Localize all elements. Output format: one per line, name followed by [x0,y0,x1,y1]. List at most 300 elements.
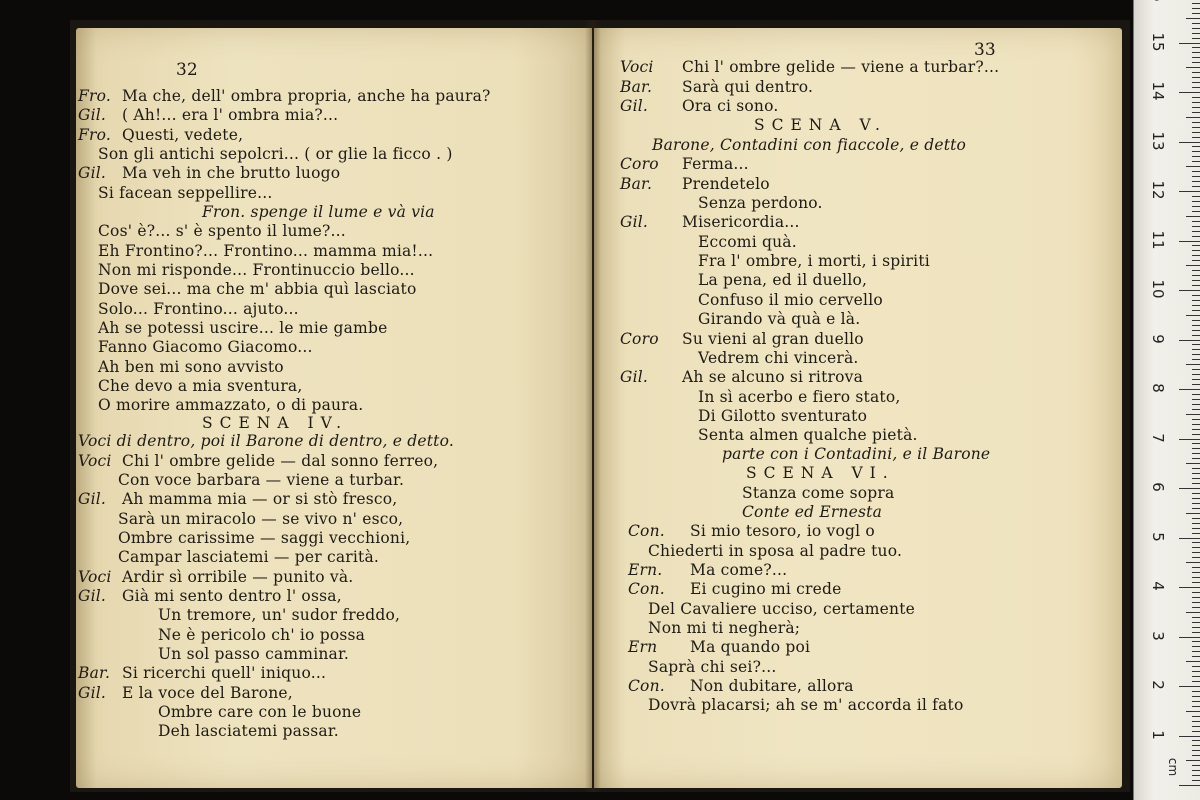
ruler-tick [1192,493,1200,494]
text-line [78,87,491,106]
ruler-tick [1192,424,1200,425]
ruler-tick [1192,325,1200,326]
ruler-tick [1192,404,1200,405]
verse-text: Con voce barbara — viene a turbar. [118,471,405,489]
text-line [98,300,299,319]
ruler-tick [1179,92,1200,93]
ruler-tick [1179,736,1200,737]
speaker-label: Ern. [628,561,663,579]
text-line [620,213,800,232]
ruler-tick [1192,607,1200,608]
ruler-tick [1192,171,1200,172]
ruler-tick [1179,587,1200,588]
verse-text: Si ricerchi quell' iniquo... [122,664,327,682]
ruler-tick [1192,161,1200,162]
scene-heading: SCENA IV. [202,414,349,432]
text-line [118,548,379,567]
text-line [98,261,415,280]
ruler-tick [1192,542,1200,543]
ruler-tick [1192,156,1200,157]
stage-direction: Conte ed Ernesta [742,503,883,521]
ruler-tick [1179,290,1200,291]
ruler-tick [1179,538,1200,539]
ruler-tick [1192,349,1200,350]
ruler-tick [1192,181,1200,182]
ruler-tick [1192,646,1200,647]
verse-text: Si mio tesoro, io vogl o [690,522,875,540]
text-line [118,529,410,548]
ruler-tick [1192,721,1200,722]
ruler-tick [1179,142,1200,143]
text-line [746,464,895,483]
ruler-tick [1192,656,1200,657]
verse-text: Deh lasciatemi passar. [158,722,339,740]
ruler-tick [1192,696,1200,697]
text-line [158,626,365,645]
ruler-tick [1192,701,1200,702]
text-line [698,271,867,290]
page-number: 32 [176,60,198,80]
ruler-tick [1192,419,1200,420]
ruler-tick [1192,127,1200,128]
ruler-number: 8 [1149,383,1167,393]
speaker-label: Bar. [78,664,111,682]
text-line [648,619,800,638]
verse-text: Misericordia... [682,213,800,231]
verse-text: Prendetelo [682,175,770,193]
ruler-tick [1179,241,1200,242]
ruler-number: 4 [1149,581,1167,591]
text-line [158,645,349,664]
ruler-tick [1186,18,1200,19]
speaker-label: Gil. [78,164,107,182]
ruler-tick [1192,295,1200,296]
text-line [78,452,438,471]
text-line [698,233,797,252]
verse-text: Stanza come sopra [742,484,895,502]
text-line [698,349,859,368]
text-line [98,338,313,357]
ruler-tick [1192,641,1200,642]
ruler-tick [1192,146,1200,147]
ruler-tick [1192,770,1200,771]
verse-text: Ma quando poi [690,638,811,656]
ruler-tick [1179,488,1200,489]
page-number: 33 [974,40,996,60]
text-line [698,310,860,329]
verse-text: Ma che, dell' ombra propria, anche ha paura? [122,87,491,105]
speaker-label: Gil. [620,213,649,231]
text-line [628,677,854,696]
text-line [628,561,787,580]
text-line [620,78,813,97]
speaker-label: Con. [628,580,665,598]
ruler-tick [1192,567,1200,568]
ruler-tick [1192,458,1200,459]
ruler-tick [1192,473,1200,474]
ruler-tick [1186,166,1200,167]
ruler-tick [1192,533,1200,534]
ruler-tick [1192,221,1200,222]
verse-text: Ombre care con le buone [158,703,362,721]
text-line [628,580,842,599]
speaker-label: Con. [628,677,665,695]
ruler-tick [1192,498,1200,499]
text-line [754,116,887,135]
ruler-tick [1192,211,1200,212]
stage-direction: Fron. spenge il lume e và via [202,203,435,221]
text-line [648,600,915,619]
verse-text: Ardir sì orribile — punito và. [122,568,354,586]
verse-text: Ma come?... [690,561,788,579]
ruler-unit-label: cm [1166,757,1181,777]
ruler-number: 7 [1149,432,1167,443]
ruler-tick [1192,226,1200,227]
text-line [698,388,901,407]
ruler-number: 13 [1149,130,1167,151]
ruler-tick [1192,627,1200,628]
stage-direction: parte con i Contadini, e il Barone [722,445,991,463]
ruler-tick [1179,686,1200,687]
scene-heading: SCENA V. [754,116,887,134]
ruler-tick [1192,206,1200,207]
ruler-tick [1186,117,1200,118]
ruler-tick [1192,676,1200,677]
ruler-tick [1186,513,1200,514]
speaker-label: Gil. [78,490,107,508]
ruler-tick [1192,745,1200,746]
ruler-tick [1192,622,1200,623]
ruler-tick [1192,429,1200,430]
ruler-number: 6 [1149,482,1167,492]
text-line [742,503,882,522]
ruler-tick [1192,547,1200,548]
verse-text: Che devo a mia sventura, [98,377,303,395]
verse-text: Sarà un miracolo — se vivo n' esco, [118,510,404,528]
ruler-tick [1186,265,1200,266]
ruler-tick [1192,344,1200,345]
text-line [158,703,361,722]
ruler-tick [1192,57,1200,58]
ruler-tick [1192,270,1200,271]
ruler-tick [1192,87,1200,88]
ruler-tick [1192,3,1200,4]
text-line [628,522,875,541]
ruler-tick [1192,112,1200,113]
ruler-tick [1179,389,1200,390]
scene-heading: SCENA VI. [746,464,895,482]
text-line [620,58,999,77]
verse-text: Ma veh in che brutto luogo [122,164,341,182]
ruler-tick [1192,765,1200,766]
ruler-tick [1179,191,1200,192]
ruler-tick [1192,176,1200,177]
ruler-tick [1192,617,1200,618]
verse-text: Non mi risponde... Frontinuccio bello... [98,261,415,279]
verse-text: Un tremore, un' sudor freddo, [158,606,401,624]
ruler-tick [1192,28,1200,29]
ruler-tick [1179,43,1200,44]
ruler-tick [1192,726,1200,727]
ruler-tick [1186,711,1200,712]
speaker-label: Ern [628,638,658,656]
text-line [202,203,435,222]
verse-text: Son gli antichi sepolcri... ( or glie la ficco . ) [98,145,453,163]
ruler-tick [1192,468,1200,469]
ruler-tick [1192,359,1200,360]
verse-text: Già mi sento dentro l' ossa, [122,587,342,605]
ruler-tick [1192,8,1200,9]
ruler-tick [1179,439,1200,440]
text-line [78,587,342,606]
ruler-tick [1192,374,1200,375]
text-line [648,658,776,677]
ruler-tick [1192,755,1200,756]
text-line [620,368,863,387]
ruler-tick [1186,661,1200,662]
text-line [698,194,823,213]
ruler-number: 2 [1149,680,1167,690]
speaker-label: Coro [620,330,659,348]
ruler-tick [1186,364,1200,365]
ruler-tick [1192,13,1200,14]
ruler-tick [1192,102,1200,103]
verse-text: Chi l' ombre gelide — viene a turbar?... [682,58,1000,76]
ruler-tick [1192,592,1200,593]
text-line [78,164,340,183]
text-line [78,568,353,587]
ruler-tick [1192,186,1200,187]
text-line [98,358,284,377]
text-line [722,445,990,464]
verse-text: Ah se alcuno si ritrova [682,368,864,386]
verse-text: Girando và quà e là. [698,310,861,328]
ruler-tick [1192,523,1200,524]
ruler-tick [1192,740,1200,741]
ruler-tick [1192,572,1200,573]
ruler-tick [1192,137,1200,138]
text-line [98,396,363,415]
text-line [78,106,338,125]
ruler-tick [1192,379,1200,380]
ruler-tick [1179,785,1200,786]
verse-text: Si facean seppellire... [98,184,273,202]
ruler-tick [1192,750,1200,751]
verse-text: Di Gilotto sventurato [698,407,868,425]
ruler-tick [1192,731,1200,732]
ruler-tick [1192,354,1200,355]
ruler-tick [1192,52,1200,53]
ruler-tick [1179,340,1200,341]
text-line [652,136,966,155]
speaker-label: Fro. [78,87,111,105]
verse-text: ( Ah!... era l' ombra mia?... [122,106,339,124]
verse-text: Campar lasciatemi — per carità. [118,548,380,566]
text-line [98,145,453,164]
ruler-number [1149,0,1167,2]
ruler-tick [1186,315,1200,316]
text-line [620,97,779,116]
ruler-tick [1192,255,1200,256]
ruler-tick [1192,775,1200,776]
ruler-tick [1192,77,1200,78]
text-line [98,280,417,299]
verse-text: Fanno Giacomo Giacomo... [98,338,313,356]
verse-text: Questi, vedete, [122,126,244,144]
ruler-number: 14 [1149,81,1167,101]
ruler-tick [1192,557,1200,558]
scale-ruler [1133,0,1200,800]
verse-text: Ne è pericolo ch' io possa [158,626,366,644]
ruler-tick [1192,335,1200,336]
verse-text: Ah mamma mia — or si stò fresco, [122,490,398,508]
ruler-tick [1192,409,1200,410]
ruler-tick [1192,250,1200,251]
ruler-tick [1192,399,1200,400]
speaker-label: Voci [620,58,654,76]
ruler-tick [1192,518,1200,519]
ruler-tick [1192,280,1200,281]
ruler-tick [1192,62,1200,63]
stage-direction: Voci di dentro, poi il Barone di dentro, e detto. [78,432,454,450]
text-line [98,222,346,241]
ruler-tick [1186,414,1200,415]
ruler-tick [1192,528,1200,529]
ruler-tick [1192,666,1200,667]
verse-text: Senza perdono. [698,194,823,212]
text-line [620,330,864,349]
ruler-number: 15 [1149,31,1167,52]
verse-text: Chiederti in sposa al padre tuo. [648,542,903,560]
verse-text: Ombre carissime — saggi vecchioni, [118,529,411,547]
text-line [698,426,918,445]
text-line [698,252,930,271]
verse-text: Ora ci sono. [682,97,779,115]
ruler-number: 10 [1149,279,1167,299]
ruler-tick [1192,384,1200,385]
verse-text: Un sol passo camminar. [158,645,350,663]
verse-text: La pena, ed il duello, [698,271,868,289]
ruler-tick [1192,33,1200,34]
ruler-tick [1186,67,1200,68]
right-page [594,28,1122,788]
speaker-label: Gil. [620,97,649,115]
ruler-tick [1192,285,1200,286]
ruler-tick [1192,23,1200,24]
verse-text: Non mi ti negherà; [648,619,801,637]
ruler-tick [1192,671,1200,672]
verse-text: Confuso il mio cervello [698,291,883,309]
ruler-tick [1192,582,1200,583]
ruler-tick [1192,245,1200,246]
ruler-tick [1192,651,1200,652]
ruler-tick [1192,597,1200,598]
text-line [620,175,770,194]
speaker-label: Bar. [620,78,653,96]
ruler-tick [1192,780,1200,781]
ruler-tick [1192,330,1200,331]
ruler-tick [1192,632,1200,633]
text-line [98,242,433,261]
text-line [648,696,964,715]
ruler-tick [1192,483,1200,484]
speaker-label: Gil. [78,106,107,124]
ruler-tick [1186,216,1200,217]
text-line [78,432,454,451]
book-gutter [585,20,601,792]
speaker-label: Fro. [78,126,111,144]
speaker-label: Coro [620,155,659,173]
ruler-tick [1192,706,1200,707]
verse-text: Del Cavaliere ucciso, certamente [648,600,916,618]
ruler-tick [1179,637,1200,638]
verse-text: Chi l' ombre gelide — dal sonno ferreo, [122,452,439,470]
ruler-tick [1192,394,1200,395]
verse-text: Non dubitare, allora [690,677,854,695]
verse-text: Eccomi quà. [698,233,797,251]
ruler-tick [1192,448,1200,449]
ruler-tick [1192,132,1200,133]
ruler-tick [1186,562,1200,563]
ruler-tick [1192,236,1200,237]
text-line [98,184,272,203]
ruler-tick [1186,612,1200,613]
ruler-number: 12 [1149,180,1167,200]
speaker-label: Voci [78,452,112,470]
ruler-tick [1192,275,1200,276]
ruler-number: 5 [1149,531,1167,542]
text-line [118,471,404,490]
verse-text: Dovrà placarsi; ah se m' accorda il fato [648,696,964,714]
ruler-tick [1192,716,1200,717]
ruler-tick [1192,681,1200,682]
verse-text: Ferma... [682,155,749,173]
text-line [742,484,894,503]
ruler-tick [1192,305,1200,306]
ruler-tick [1192,552,1200,553]
verse-text: Fra l' ombre, i morti, i spiriti [698,252,930,270]
text-line [620,155,749,174]
speaker-label: Gil. [78,587,107,605]
ruler-tick [1192,72,1200,73]
ruler-tick [1192,369,1200,370]
text-line [698,291,883,310]
ruler-tick [1192,320,1200,321]
ruler-number: 9 [1149,333,1167,344]
ruler-tick [1192,577,1200,578]
ruler-tick [1192,82,1200,83]
text-line [698,407,867,426]
speaker-label: Bar. [620,175,653,193]
ruler-tick [1192,453,1200,454]
verse-text: In sì acerbo e fiero stato, [698,388,901,406]
verse-text: Cos' è?... s' è spento il lume?... [98,222,346,240]
verse-text: Sarà qui dentro. [682,78,814,96]
verse-text: Ah ben mi sono avvisto [98,358,284,376]
text-line [78,126,243,145]
open-book [70,20,1130,792]
ruler-tick [1192,196,1200,197]
text-line [118,510,403,529]
verse-text: Vedrem chi vincerà. [698,349,859,367]
ruler-number: 3 [1149,630,1167,641]
ruler-tick [1192,151,1200,152]
ruler-tick [1186,760,1200,761]
text-line [158,722,339,741]
ruler-tick [1192,97,1200,98]
ruler-tick [1192,602,1200,603]
verse-text: Dove sei... ma che m' abbia quì lasciato [98,280,417,298]
